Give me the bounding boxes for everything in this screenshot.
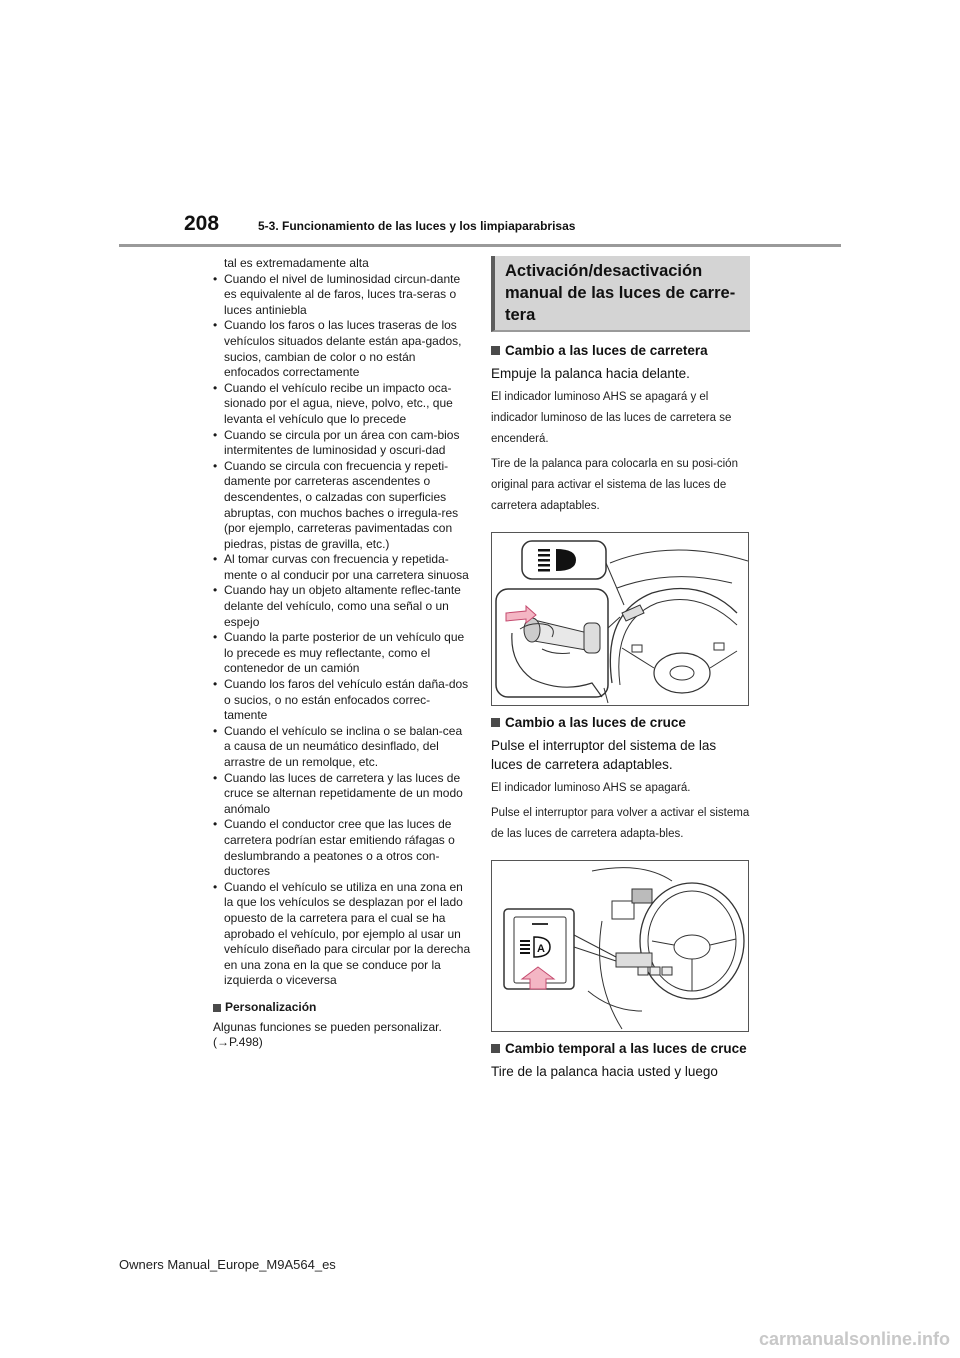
- list-item: • Cuando el vehículo se inclina o se balan-cea a causa de un neumático desinflado, del arrastre de un remolque, etc.: [213, 724, 471, 771]
- high-beam-heading: [491, 342, 750, 360]
- square-bullet-icon: [491, 1044, 500, 1053]
- list-item: • Cuando se circula por un área con cam-bios intermitentes de luminosidad y oscuri-dad: [213, 428, 471, 459]
- list-item: • Cuando se circula con frecuencia y repeti-damente por carreteras ascendentes o descendentes, o calzadas con superficies abruptas, con muchos baches o irregula-res (por ejemplo, carreteras pavimentadas con piedras, pistas de gravilla, etc.): [213, 459, 471, 553]
- conditions-list: [213, 272, 471, 989]
- ahs-switch-illustration: [491, 860, 749, 1032]
- high-beam-instruction: Empuje la palanca hacia delante.: [491, 366, 690, 381]
- list-item: • Cuando los faros o las luces traseras de los vehículos situados delante están apa-gados, sucios, cambian de color o no están enfocados correctamente: [213, 318, 471, 380]
- low-beam-note: Pulse el interruptor para volver a activar el sistema de las luces de carretera adapta-bles.: [491, 807, 750, 840]
- section-title: 5-3. Funcionamiento de las luces y los limpiaparabrisas: [258, 219, 576, 233]
- switch-drawing: [492, 861, 748, 1031]
- footer-text: Owners Manual_Europe_M9A564_es: [119, 1257, 336, 1272]
- heading-line: tera: [505, 306, 536, 324]
- lever-drawing: [492, 533, 748, 705]
- page-reference-link[interactable]: (→P.498): [213, 1035, 263, 1050]
- switch-label: A: [537, 943, 545, 955]
- list-item: • Al tomar curvas con frecuencia y repetida-mente o al conducir por una carretera sinuosa: [213, 552, 471, 583]
- high-beam-title: Cambio a las luces de carretera: [505, 343, 708, 358]
- list-item: • Cuando los faros del vehículo están daña-dos o sucios, o no están enfocados correc-tamente: [213, 677, 471, 724]
- lead-line: tal es extremadamente alta: [224, 256, 369, 270]
- personalization-title: Personalización: [225, 999, 317, 1014]
- square-bullet-icon: [491, 346, 500, 355]
- low-beam-heading: [491, 714, 750, 732]
- personalization-text: Algunas funciones se pueden personalizar.: [213, 1019, 442, 1034]
- header-rule: [119, 244, 841, 247]
- square-bullet-icon: [213, 1004, 221, 1012]
- list-item: • Cuando la parte posterior de un vehículo que lo precede es muy reflectante, como el contenedor de un camión: [213, 630, 471, 677]
- right-column: [491, 256, 750, 1081]
- page-number: 208: [184, 212, 220, 235]
- section-heading: [491, 256, 750, 332]
- watermark: carmanualsonline.info: [758, 1329, 950, 1349]
- left-column: [213, 256, 471, 1051]
- low-beam-title: Cambio a las luces de cruce: [505, 715, 686, 730]
- high-beam-note: El indicador luminoso AHS se apagará y el indicador luminoso de las luces de carretera se encenderá.: [491, 391, 732, 445]
- personalization-heading: [213, 1000, 471, 1016]
- square-bullet-icon: [491, 718, 500, 727]
- list-item: • Cuando el vehículo recibe un impacto oca-sionado por el agua, nieve, polvo, etc., que levanta el vehículo que lo precede: [213, 381, 471, 428]
- list-item: • Cuando hay un objeto altamente reflec-tante delante del vehículo, como una señal o un espejo: [213, 583, 471, 630]
- lever-illustration: [491, 532, 749, 706]
- temporary-low-beam-instruction: Tire de la palanca hacia usted y luego: [491, 1064, 718, 1079]
- list-item: • Cuando las luces de carretera y las luces de cruce se alternan repetidamente de un modo anómalo: [213, 771, 471, 818]
- heading-line: manual de las luces de carre-: [505, 284, 736, 302]
- temporary-low-beam-heading: [491, 1040, 750, 1058]
- list-item: • Cuando el nivel de luminosidad circun-dante es equivalente al de faros, luces tra-seras o luces antiniebla: [213, 272, 471, 319]
- high-beam-note: Tire de la palanca para colocarla en su posi-ción original para activar el sistema de las luces de carretera adaptables.: [491, 458, 738, 512]
- heading-line: Activación/desactivación: [505, 262, 703, 280]
- low-beam-note: El indicador luminoso AHS se apagará.: [491, 782, 691, 794]
- temporary-low-beam-title: Cambio temporal a las luces de cruce: [505, 1041, 747, 1056]
- low-beam-instruction: Pulse el interruptor del sistema de las luces de carretera adaptables.: [491, 738, 717, 772]
- list-item: • Cuando el conductor cree que las luces de carretera podrían estar emitiendo ráfagas o deslumbrando a peatones o a otros con-ductores: [213, 817, 471, 879]
- list-item: • Cuando el vehículo se utiliza en una zona en la que los vehículos se desplazan por el lado opuesto de la carretera para el cual se ha aprobado el vehículo, por ejemplo al usar un vehículo diseñado para circular por la derecha en una zona en la que se conduce por la izquierda o viceversa: [213, 880, 471, 989]
